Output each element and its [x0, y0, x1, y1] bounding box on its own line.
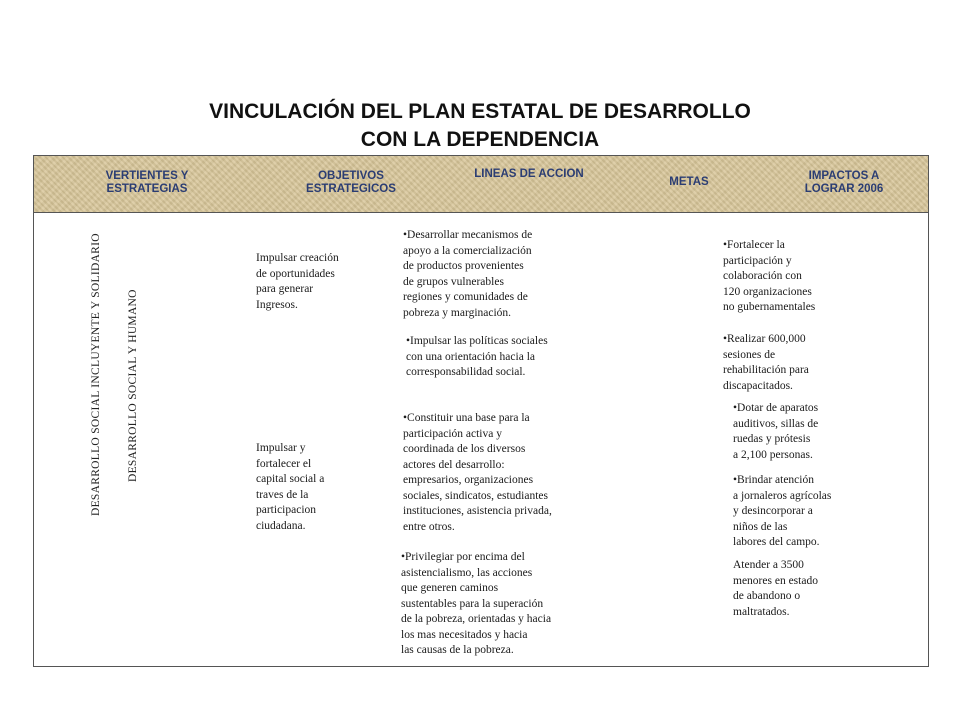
- objetivo-item: Impulsar y fortalecer el capital social a traves de la participacion ciudadana.: [256, 442, 325, 532]
- objetivo-item: Impulsar creación de oportunidades para generar Ingresos.: [256, 252, 339, 311]
- header-impactos: IMPACTOS A LOGRAR 2006: [804, 170, 884, 195]
- linea-accion-item: •Desarrollar mecanismos de apoyo a la comercialización de productos provenientes de grupos vulnerables regiones y comunidades de pobreza y marginación.: [403, 229, 533, 319]
- impacto-item: •Realizar 600,000 sesiones de rehabilitación para discapacitados.: [723, 333, 809, 392]
- header-vertientes: VERTIENTES Y ESTRATEGIAS: [105, 170, 189, 195]
- page-title: [0, 98, 960, 154]
- header-lineas: LINEAS DE ACCION: [474, 168, 584, 180]
- estrategia-label: DESARROLLO SOCIAL Y HUMANO: [127, 289, 139, 482]
- vertiente-label: DESARROLLO SOCIAL INCLUYENTE Y SOLIDARIO: [90, 233, 102, 516]
- impacto-item: Atender a 3500 menores en estado de abandono o maltratados.: [733, 559, 818, 618]
- linea-accion-item: •Constituir una base para la participación activa y coordinada de los diversos actores del desarrollo: empresarios, organizaciones sociales, sindicatos, estudiantes instituciones, asistencia privada, entre otros.: [403, 412, 552, 533]
- impacto-item: •Brindar atención a jornaleros agrícolas y desincorporar a niños de las labores del campo.: [733, 474, 832, 548]
- table-header: [34, 156, 928, 213]
- impacto-item: •Dotar de aparatos auditivos, sillas de ruedas y prótesis a 2,100 personas.: [733, 402, 819, 461]
- title-line-2: CON LA DEPENDENCIA: [360, 128, 600, 151]
- header-objetivos: OBJETIVOS ESTRATEGICOS: [306, 170, 396, 195]
- header-metas: METAS: [669, 176, 709, 188]
- title-line-1: VINCULACIÓN DEL PLAN ESTATAL DE DESARROLLO: [209, 100, 751, 123]
- linea-accion-item: •Impulsar las políticas sociales con una orientación hacia la corresponsabilidad social.: [406, 335, 548, 378]
- impacto-item: •Fortalecer la participación y colaboración con 120 organizaciones no gubernamentales: [723, 239, 816, 313]
- linea-accion-item: •Privilegiar por encima del asistencialismo, las acciones que generen caminos sustentables para la superación de la pobreza, orientadas y hacia los mas necesitados y hacia las causas de la pobreza.: [401, 551, 552, 656]
